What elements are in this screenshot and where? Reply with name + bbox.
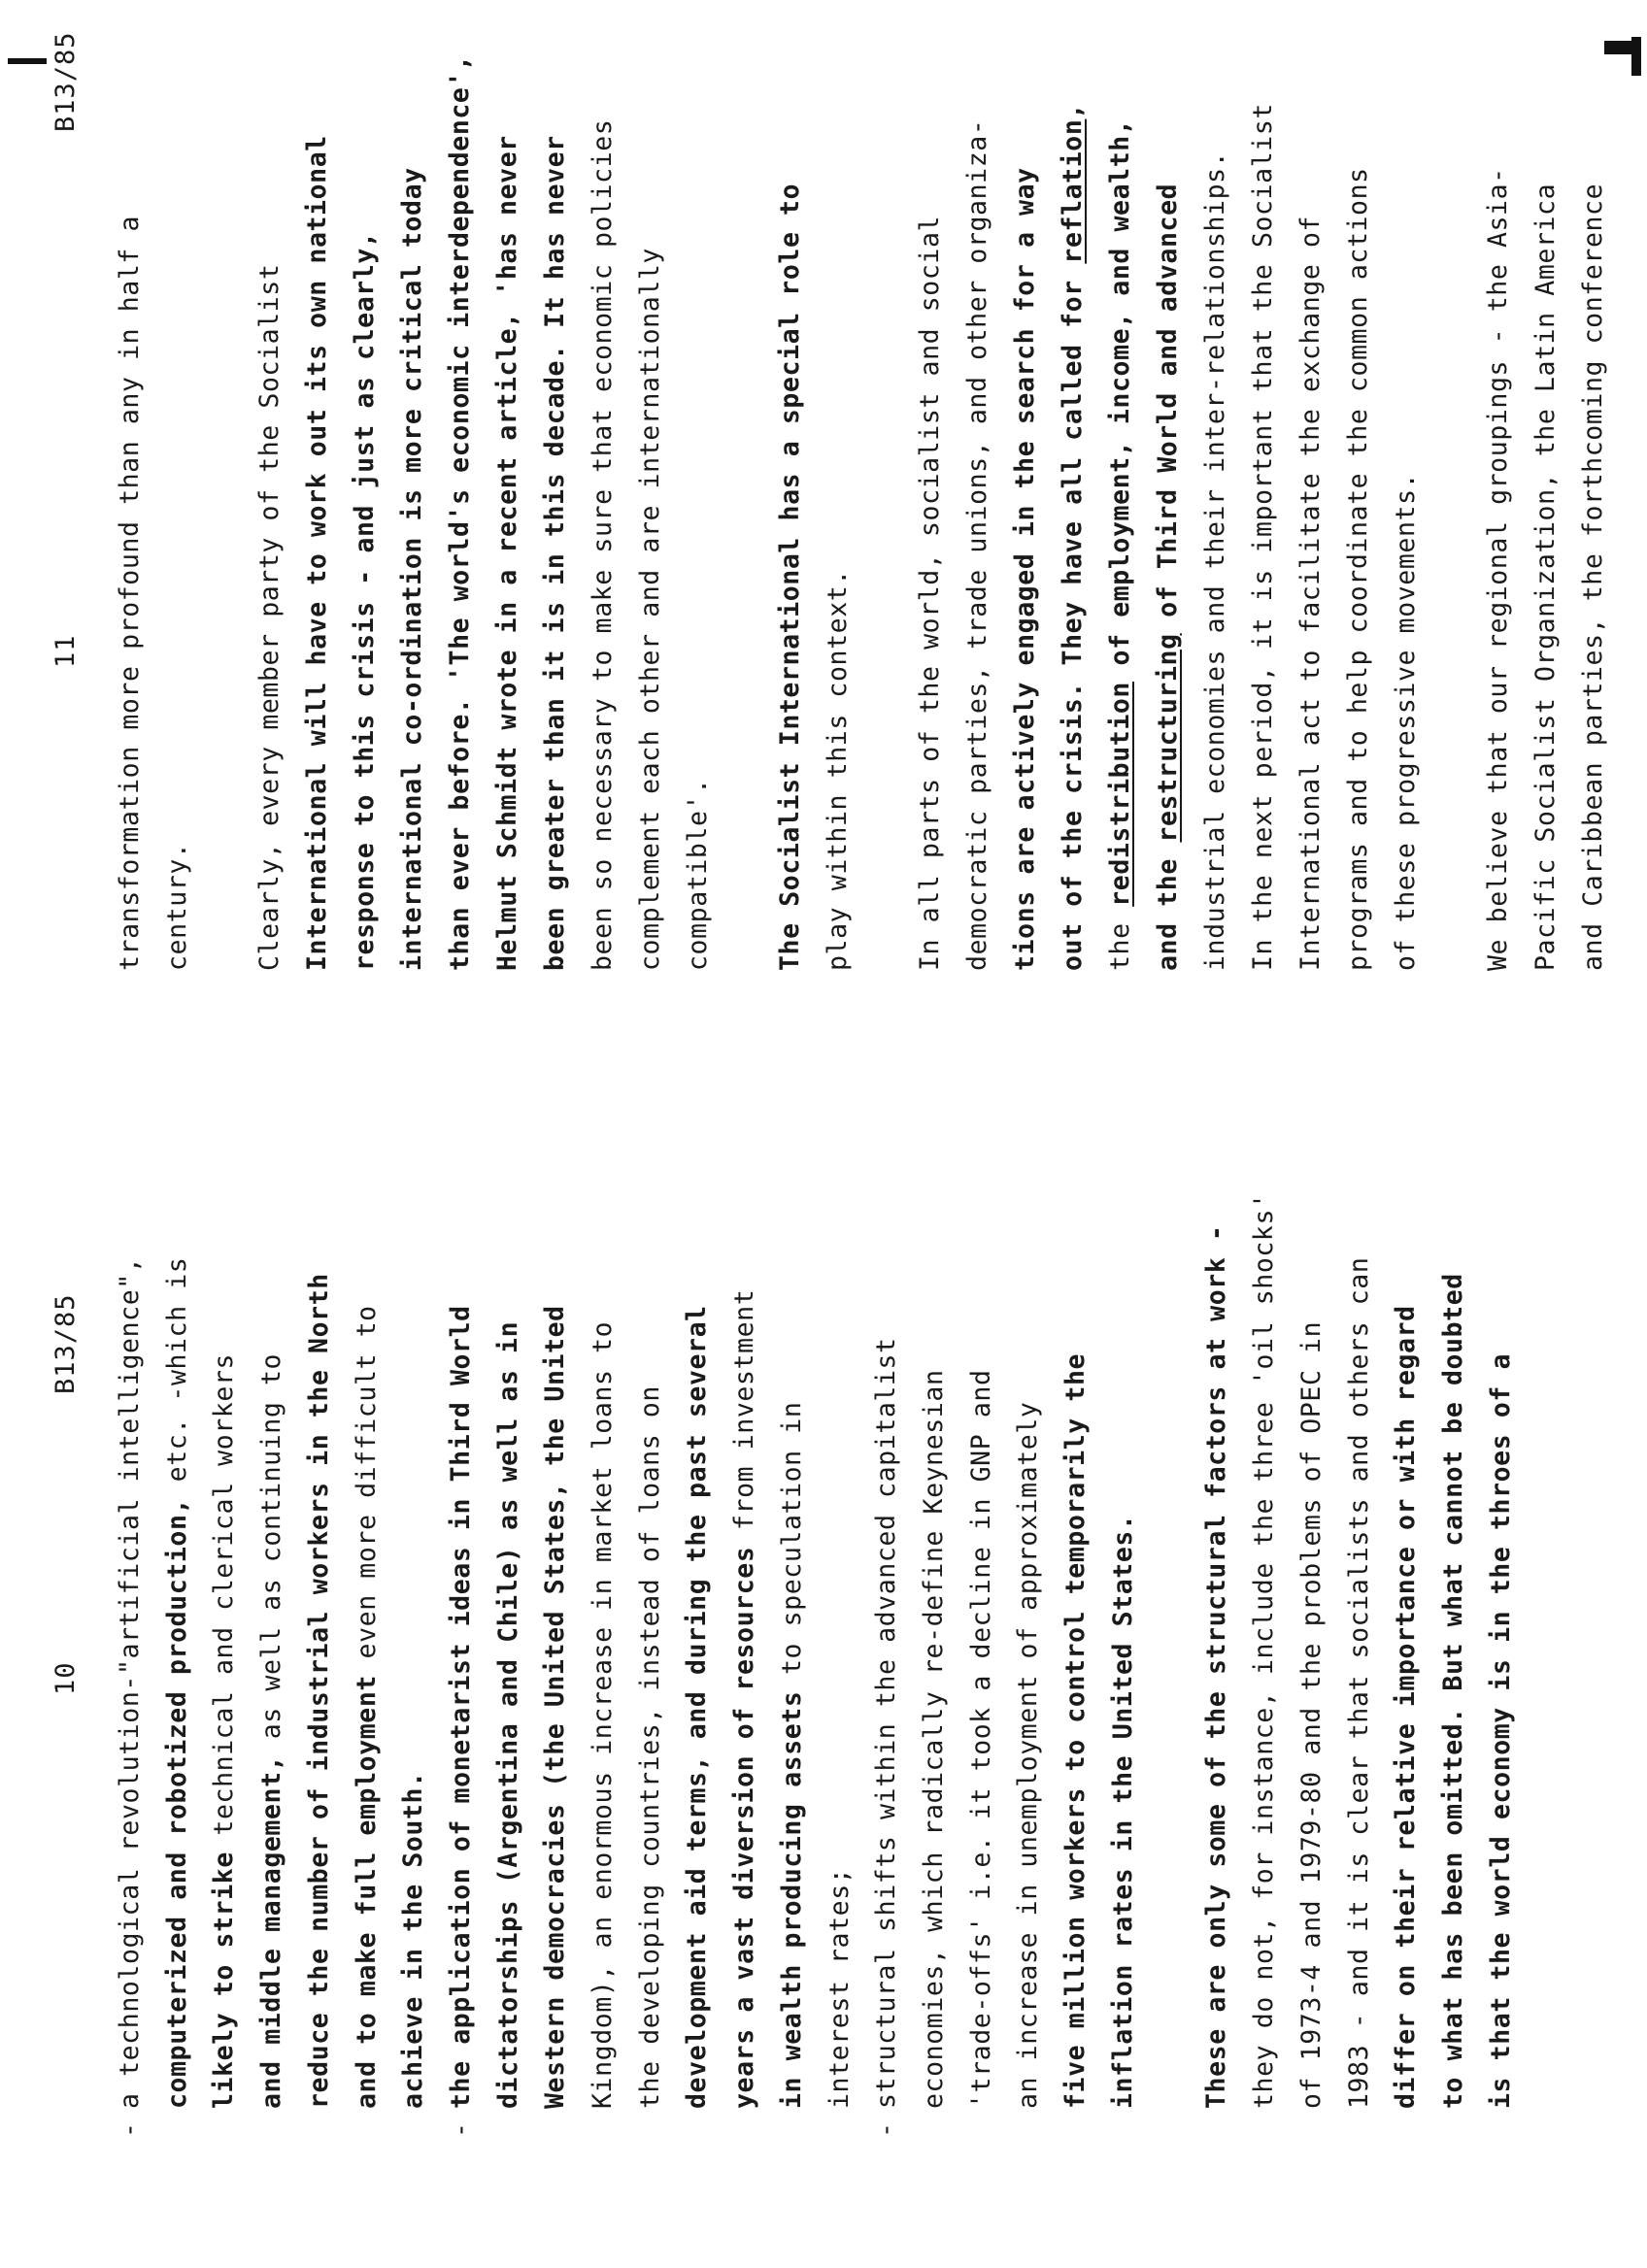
text-line [1201,1225,1231,2110]
text-line [1249,1192,1279,2109]
text-line [824,1868,855,2109]
text-segment: play within this context. [823,569,853,971]
text-line [1295,216,1326,971]
scan-mark [1631,37,1641,76]
text-line [1108,1514,1138,2109]
text-line [1248,103,1278,971]
text-segment: programs and to help coordinate the common actions [1343,167,1373,971]
text-segment: democratic parties, trade unions, and other organiza- [962,118,992,971]
text-line [1200,151,1230,971]
text-line [588,1321,618,2109]
text-segment: achieve in the South. [398,1771,429,2109]
text-line [492,135,522,971]
text-line [115,216,145,971]
text-segment: century. [162,842,192,971]
text-segment: five million workers to control temporarily the [1060,1352,1091,2109]
scan-mark [1604,41,1633,54]
text-segment: Kingdom), an enormous increase in market loans to [588,1320,618,2109]
text-segment: the developing countries, instead of loans on [634,1385,665,2109]
text-line [397,167,427,971]
text-line [1438,1273,1468,2109]
text-line [1391,1305,1421,2109]
text-line [1344,1257,1374,2109]
text-segment: differ on their relative importance or with regard [1391,1305,1422,2109]
text-segment: , [1058,103,1088,119]
text-segment: tions are actively engaged in the search for a way [1010,167,1040,971]
text-line [682,1305,712,2109]
text-line [635,1385,665,2109]
text-line [445,54,475,971]
text-segment: in wealth producing assets [776,1675,807,2109]
text-line [256,1353,286,2109]
text-segment: These are only some of the structural factors at work - [1201,1224,1232,2109]
text-line [209,1353,239,2109]
text-segment: The Socialist International has a special role to [775,183,805,971]
text-line [729,1289,759,2109]
text-segment: structural shifts within the advanced capitalist [871,1337,902,2109]
text-segment: revolution-"artificial intelligence", [115,1256,145,1852]
text-line [775,183,805,971]
text-segment: We believe that our regional groupings - the Asia- [1483,167,1513,971]
text-line [350,232,380,972]
text-line [1530,183,1561,971]
text-line [446,1305,476,2109]
left-page-reference: B13/85 [50,1293,81,1394]
text-line [352,1305,382,2109]
text-segment: of employment, income, and wealth, [1105,118,1135,683]
bullet-dash: - [445,2121,476,2138]
text-line [919,1370,949,2110]
text-segment: out of the crisis. They have all called for [1058,263,1088,971]
text-segment: and the [1153,842,1183,971]
text-segment: economies, which radically re-define Keynesian [918,1369,949,2109]
text-line [1105,119,1135,971]
text-segment: dictatorships (Argentina and Chile) as well as in [492,1320,523,2109]
text-line [1010,167,1040,971]
text-segment: been so necessary to make sure that economic policies [588,118,618,971]
text-segment: of these progressive movements. [1391,472,1421,971]
text-segment: industrial economies and their inter-relationships. [1200,150,1230,971]
text-segment: of Third World and advanced [1153,183,1183,634]
text-line [823,569,853,971]
scan-mark [8,58,47,64]
text-segment: complement each other and are internationally [635,248,665,971]
text-segment: been greater than it is in this decade. It has never [540,135,570,971]
text-segment: International act to facilitate the exchange of [1295,215,1326,971]
text-segment: Pacific Socialist Organization, the Latin America [1530,183,1561,971]
text-line [1296,1321,1327,2109]
bullet-dash: - [115,2121,145,2138]
text-segment: and Caribbean parties, the forthcoming conference [1578,183,1608,971]
text-line [635,248,665,971]
underlined-text: restructuring [1153,633,1183,843]
text-line [1058,103,1088,971]
text-segment: a technological [115,1851,145,2109]
text-segment: to speculation in [776,1401,807,1676]
text-segment: Helmut Schmidt wrote in a recent article, 'has never [492,135,522,971]
text-line [1486,1353,1516,2109]
text-segment: of 1973-4 and 1979-80 and the problems of OPEC in [1295,1320,1327,2109]
text-line [493,1321,523,2109]
text-segment: even more difficult to [351,1305,382,1659]
right-page-number: 11 [50,634,81,668]
text-segment: and middle management, [256,1739,287,2109]
text-line [777,1402,807,2109]
text-segment: from investment [729,1288,760,1531]
text-line [162,843,192,971]
text-line [254,264,285,971]
text-segment: likely to strike [209,1835,240,2109]
text-segment: reduce the number of industrial workers in the North [303,1273,334,2109]
underlined-text: redistribution [1105,682,1135,907]
text-line [540,1305,570,2109]
text-segment: is that the world economy is in the throes of a [1485,1352,1516,2109]
text-line [1060,1353,1091,2109]
text-line [304,1273,334,2109]
text-line [966,1370,996,2110]
text-segment: Clearly, every member party of the Socialist [254,263,285,971]
text-segment: to what has been omitted. But what cannot be doubted [1437,1273,1468,2109]
text-line [683,778,713,971]
text-line [1153,183,1183,971]
text-line [915,216,945,971]
text-line [302,135,332,971]
text-segment: they do not, for instance, include the three 'oil shocks' [1249,1192,1280,2109]
text-line [962,119,992,971]
text-segment: etc. -which is [161,1256,192,1483]
text-segment: 'trade-offs' i.e. it took a decline in GNP and [965,1369,996,2109]
text-line [1343,167,1373,971]
right-page-reference: B13/85 [50,31,81,132]
text-line [540,135,570,971]
text-segment: compatible'. [683,778,713,971]
text-line [1013,1402,1043,2109]
text-segment: inflation rates in the United States. [1107,1514,1138,2109]
text-line [1483,167,1513,971]
text-line [115,1257,145,2109]
text-segment: than ever before. 'The world's economic interdependence', [445,54,475,971]
text-segment: an increase in unemployment of approximately [1013,1401,1044,2109]
text-line [162,1257,192,2109]
text-segment: years a vast diversion of resources [729,1530,760,2109]
text-segment: the [1105,906,1135,971]
text-segment: In all parts of the world, socialist and social [915,215,945,971]
text-segment: response to this crisis - and just as clearly, [350,231,380,971]
text-segment: technical and clerical workers [209,1352,240,1836]
text-segment: International will have to work out its own national [302,135,332,971]
text-segment: the application of monetarist ideas in Third World [445,1305,476,2109]
text-segment: In the next period, it is important that the Socialist [1248,103,1278,971]
text-segment: interest rates; [824,1867,855,2109]
text-segment: international co-ordination is more critical today [397,167,427,971]
text-segment: and to make full employment [351,1658,382,2109]
left-page-number: 10 [50,1661,81,1695]
text-segment: computerized and robotized production, [161,1482,192,2109]
text-segment: Western democracies (the United States, the United [540,1305,571,2109]
text-line [1578,183,1608,971]
text-segment: as well as continuing to [256,1352,287,1740]
text-line [398,1771,428,2109]
underlined-text: reflation [1058,118,1088,264]
text-line [1391,473,1421,971]
text-line [588,119,618,971]
text-segment: transformation more profound than any in half a [115,215,145,971]
text-line [871,1337,901,2109]
bullet-dash: - [871,2121,902,2138]
text-segment: 1983 - and it is clear that socialists and others can [1343,1256,1374,2109]
text-segment: development aid terms, and during the past several [682,1305,713,2109]
